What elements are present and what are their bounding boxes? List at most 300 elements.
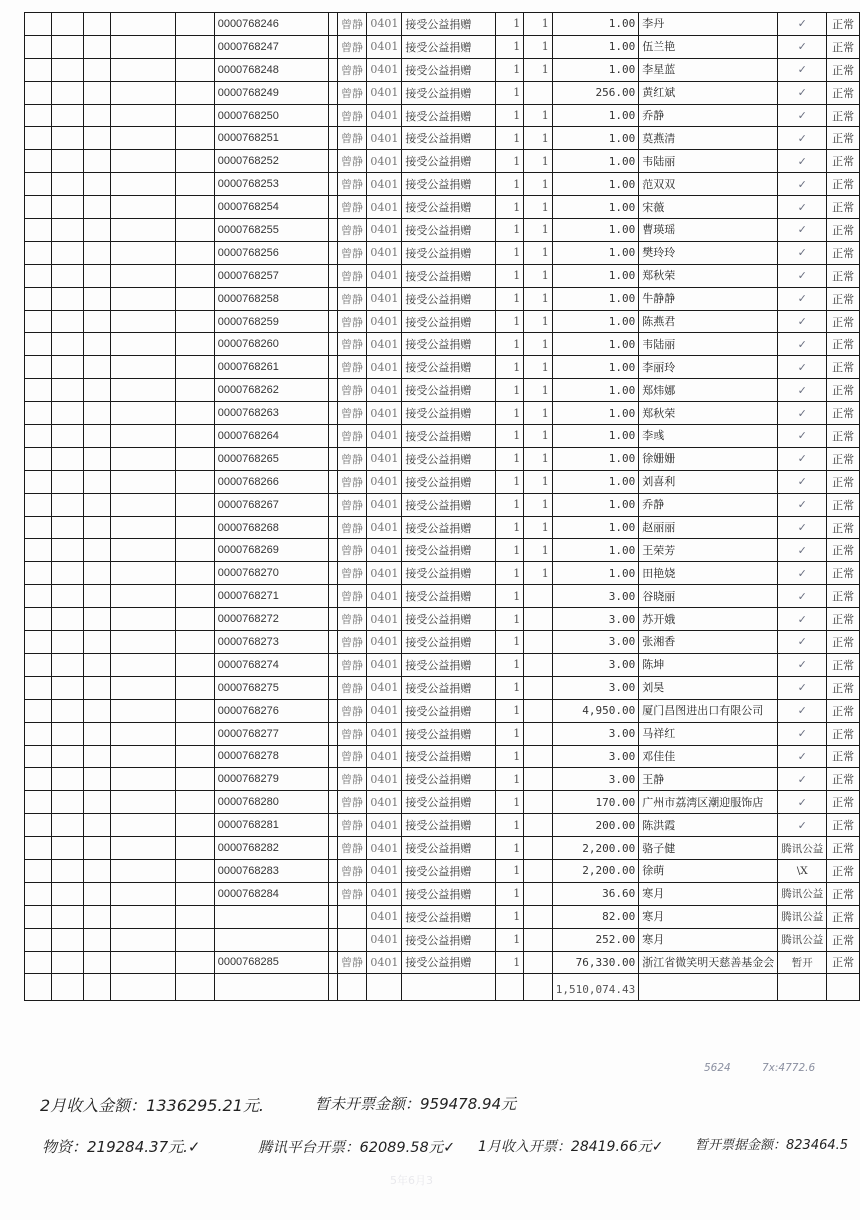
check-mark-icon: ✓ — [797, 154, 807, 168]
donation-ledger-table — [24, 12, 860, 1001]
empty-cell — [328, 81, 337, 104]
amount: 1.00 — [552, 287, 638, 310]
empty-cell — [51, 974, 83, 1001]
empty-cell — [51, 585, 83, 608]
status: 正常 — [827, 608, 860, 631]
donor-name: 李星蓝 — [639, 58, 778, 81]
verification-mark — [778, 333, 827, 356]
check-mark-icon: ✓ — [797, 315, 807, 329]
table-row — [25, 814, 860, 837]
invoice-number: 0000768269 — [214, 539, 328, 562]
empty-cell — [25, 653, 52, 676]
verification-mark — [778, 287, 827, 310]
amount: 1.00 — [552, 516, 638, 539]
empty-cell — [84, 402, 111, 425]
item-code: 0401 — [367, 608, 402, 631]
amount: 3.00 — [552, 745, 638, 768]
check-mark-icon: ✓ — [797, 131, 807, 145]
verification-mark — [778, 379, 827, 402]
quantity-1: 1 — [495, 264, 524, 287]
quantity-2 — [524, 608, 553, 631]
amount: 252.00 — [552, 928, 638, 951]
empty-cell — [51, 35, 83, 58]
empty-cell — [328, 928, 337, 951]
empty-cell — [175, 264, 214, 287]
item-code: 0401 — [367, 425, 402, 448]
item-code: 0401 — [367, 127, 402, 150]
item-name: 接受公益捐赠 — [402, 35, 495, 58]
item-code: 0401 — [367, 745, 402, 768]
empty-cell — [25, 928, 52, 951]
amount: 1.00 — [552, 196, 638, 219]
verification-mark — [778, 104, 827, 127]
verification-mark — [778, 264, 827, 287]
invoice-number: 0000768247 — [214, 35, 328, 58]
amount: 3.00 — [552, 653, 638, 676]
empty-cell — [175, 837, 214, 860]
item-code: 0401 — [367, 814, 402, 837]
empty-cell — [51, 653, 83, 676]
item-code: 0401 — [367, 196, 402, 219]
empty-cell — [84, 58, 111, 81]
empty-cell — [111, 333, 175, 356]
quantity-1: 1 — [495, 402, 524, 425]
invoice-number: 0000768274 — [214, 653, 328, 676]
table-row — [25, 905, 860, 928]
invoice-number: 0000768278 — [214, 745, 328, 768]
quantity-1: 1 — [495, 745, 524, 768]
operator: 曾静 — [337, 241, 367, 264]
item-name: 接受公益捐赠 — [402, 425, 495, 448]
operator: 曾静 — [337, 676, 367, 699]
item-code: 0401 — [367, 58, 402, 81]
empty-cell — [111, 859, 175, 882]
amount: 1.00 — [552, 539, 638, 562]
invoice-number: 0000768257 — [214, 264, 328, 287]
empty-cell — [175, 562, 214, 585]
empty-cell — [827, 974, 860, 1001]
operator: 曾静 — [337, 150, 367, 173]
table-row — [25, 699, 860, 722]
empty-cell — [328, 562, 337, 585]
table-row — [25, 745, 860, 768]
status: 正常 — [827, 699, 860, 722]
operator: 曾静 — [337, 882, 367, 905]
status: 正常 — [827, 585, 860, 608]
verification-mark — [778, 768, 827, 791]
table-row — [25, 791, 860, 814]
operator: 曾静 — [337, 219, 367, 242]
amount: 3.00 — [552, 768, 638, 791]
invoice-number: 0000768250 — [214, 104, 328, 127]
table-row — [25, 13, 860, 36]
item-code: 0401 — [367, 356, 402, 379]
empty-cell — [111, 837, 175, 860]
item-code: 0401 — [367, 81, 402, 104]
empty-cell — [51, 447, 83, 470]
quantity-2: 1 — [524, 356, 553, 379]
empty-cell — [175, 356, 214, 379]
quantity-2: 1 — [524, 493, 553, 516]
operator: 曾静 — [337, 837, 367, 860]
amount: 1.00 — [552, 264, 638, 287]
empty-cell — [84, 539, 111, 562]
empty-cell — [84, 722, 111, 745]
empty-cell — [51, 241, 83, 264]
empty-cell — [175, 402, 214, 425]
total-row — [25, 974, 860, 1001]
table-row — [25, 356, 860, 379]
item-code: 0401 — [367, 516, 402, 539]
empty-cell — [328, 425, 337, 448]
empty-cell — [84, 333, 111, 356]
verification-mark — [778, 516, 827, 539]
quantity-2: 1 — [524, 425, 553, 448]
empty-cell — [111, 447, 175, 470]
empty-cell — [84, 104, 111, 127]
empty-cell — [25, 676, 52, 699]
empty-cell — [84, 585, 111, 608]
empty-cell — [328, 402, 337, 425]
verification-mark — [778, 402, 827, 425]
donor-name: 王荣芳 — [639, 539, 778, 562]
empty-cell — [111, 173, 175, 196]
table-row — [25, 928, 860, 951]
empty-cell — [175, 58, 214, 81]
quantity-2: 1 — [524, 35, 553, 58]
empty-cell — [25, 768, 52, 791]
invoice-number: 0000768273 — [214, 631, 328, 654]
quantity-1: 1 — [495, 882, 524, 905]
quantity-2 — [524, 81, 553, 104]
empty-cell — [51, 608, 83, 631]
empty-cell — [111, 402, 175, 425]
operator: 曾静 — [337, 196, 367, 219]
item-code: 0401 — [367, 219, 402, 242]
empty-cell — [337, 974, 367, 1001]
verification-mark — [778, 791, 827, 814]
empty-cell — [111, 58, 175, 81]
empty-cell — [328, 768, 337, 791]
status: 正常 — [827, 905, 860, 928]
invoice-number: 0000768268 — [214, 516, 328, 539]
item-code: 0401 — [367, 791, 402, 814]
invoice-number: 0000768253 — [214, 173, 328, 196]
empty-cell — [84, 882, 111, 905]
empty-cell — [175, 745, 214, 768]
item-code: 0401 — [367, 859, 402, 882]
table-row — [25, 768, 860, 791]
empty-cell — [175, 447, 214, 470]
status: 正常 — [827, 768, 860, 791]
verification-note: \X — [796, 865, 808, 878]
quantity-2: 1 — [524, 447, 553, 470]
empty-cell — [175, 333, 214, 356]
quantity-1: 1 — [495, 127, 524, 150]
quantity-1: 1 — [495, 608, 524, 631]
item-code: 0401 — [367, 173, 402, 196]
empty-cell — [51, 104, 83, 127]
donor-name: 寒月 — [639, 905, 778, 928]
operator: 曾静 — [337, 951, 367, 974]
table-row — [25, 150, 860, 173]
verification-mark — [778, 631, 827, 654]
table-row — [25, 81, 860, 104]
invoice-number: 0000768283 — [214, 859, 328, 882]
empty-cell — [328, 13, 337, 36]
empty-cell — [111, 127, 175, 150]
empty-cell — [175, 814, 214, 837]
empty-cell — [84, 516, 111, 539]
invoice-number: 0000768258 — [214, 287, 328, 310]
operator: 曾静 — [337, 493, 367, 516]
empty-cell — [25, 516, 52, 539]
empty-cell — [51, 882, 83, 905]
empty-cell — [84, 425, 111, 448]
quantity-1: 1 — [495, 196, 524, 219]
invoice-number: 0000768265 — [214, 447, 328, 470]
amount: 1.00 — [552, 402, 638, 425]
empty-cell — [328, 814, 337, 837]
check-mark-icon: ✓ — [797, 475, 807, 489]
note-unbilled: 暂未开票金额：959478.94元 — [315, 1095, 517, 1113]
empty-cell — [25, 81, 52, 104]
empty-cell — [524, 974, 553, 1001]
check-mark-icon: ✓ — [797, 86, 807, 100]
table-row — [25, 653, 860, 676]
status: 正常 — [827, 425, 860, 448]
check-mark-icon: ✓ — [797, 681, 807, 695]
check-mark-icon: ✓ — [797, 383, 807, 397]
empty-cell — [175, 539, 214, 562]
quantity-1: 1 — [495, 35, 524, 58]
quantity-2 — [524, 859, 553, 882]
table-row — [25, 631, 860, 654]
empty-cell — [25, 699, 52, 722]
item-code: 0401 — [367, 379, 402, 402]
quantity-1: 1 — [495, 653, 524, 676]
table-row — [25, 585, 860, 608]
empty-cell — [328, 379, 337, 402]
status: 正常 — [827, 356, 860, 379]
operator: 曾静 — [337, 539, 367, 562]
note-tencent: 腾讯平台开票：62089.58元✓ — [258, 1140, 456, 1156]
invoice-number: 0000768256 — [214, 241, 328, 264]
empty-cell — [175, 928, 214, 951]
item-code: 0401 — [367, 928, 402, 951]
empty-cell — [25, 241, 52, 264]
item-name: 接受公益捐赠 — [402, 837, 495, 860]
item-name: 接受公益捐赠 — [402, 127, 495, 150]
empty-cell — [778, 974, 827, 1001]
quantity-1: 1 — [495, 173, 524, 196]
table-row — [25, 287, 860, 310]
item-code: 0401 — [367, 333, 402, 356]
table-row — [25, 104, 860, 127]
quantity-2: 1 — [524, 402, 553, 425]
operator: 曾静 — [337, 768, 367, 791]
invoice-number: 0000768248 — [214, 58, 328, 81]
empty-cell — [175, 104, 214, 127]
empty-cell — [328, 951, 337, 974]
item-name: 接受公益捐赠 — [402, 219, 495, 242]
empty-cell — [84, 35, 111, 58]
check-mark-icon: ✓ — [797, 589, 807, 603]
amount: 1.00 — [552, 104, 638, 127]
status: 正常 — [827, 447, 860, 470]
quantity-1: 1 — [495, 539, 524, 562]
operator: 曾静 — [337, 173, 367, 196]
item-name: 接受公益捐赠 — [402, 539, 495, 562]
donor-name: 李丹 — [639, 13, 778, 36]
table-row — [25, 219, 860, 242]
empty-cell — [175, 859, 214, 882]
empty-cell — [84, 447, 111, 470]
empty-cell — [111, 13, 175, 36]
empty-cell — [367, 974, 402, 1001]
note-jan-income: 1月收入开票：28419.66元✓ — [478, 1139, 664, 1155]
verification-mark — [778, 173, 827, 196]
item-code: 0401 — [367, 562, 402, 585]
item-name: 接受公益捐赠 — [402, 928, 495, 951]
quantity-2: 1 — [524, 173, 553, 196]
operator: 曾静 — [337, 516, 367, 539]
check-mark-icon: ✓ — [797, 543, 807, 557]
donor-name: 乔静 — [639, 104, 778, 127]
verification-mark — [778, 676, 827, 699]
empty-cell — [175, 974, 214, 1001]
empty-cell — [25, 974, 52, 1001]
empty-cell — [25, 905, 52, 928]
table-row — [25, 127, 860, 150]
amount: 200.00 — [552, 814, 638, 837]
empty-cell — [111, 814, 175, 837]
empty-cell — [328, 493, 337, 516]
empty-cell — [175, 722, 214, 745]
operator: 曾静 — [337, 402, 367, 425]
status: 正常 — [827, 264, 860, 287]
empty-cell — [175, 768, 214, 791]
empty-cell — [51, 379, 83, 402]
invoice-number: 0000768263 — [214, 402, 328, 425]
operator: 曾静 — [337, 608, 367, 631]
status: 正常 — [827, 814, 860, 837]
amount: 4,950.00 — [552, 699, 638, 722]
empty-cell — [111, 745, 175, 768]
empty-cell — [111, 104, 175, 127]
quantity-2 — [524, 653, 553, 676]
donor-name: 厦门昌图进出口有限公司 — [639, 699, 778, 722]
operator: 曾静 — [337, 470, 367, 493]
empty-cell — [328, 58, 337, 81]
donor-name: 李丽玲 — [639, 356, 778, 379]
operator: 曾静 — [337, 310, 367, 333]
verification-mark — [778, 814, 827, 837]
donor-name: 黄红斌 — [639, 81, 778, 104]
empty-cell — [84, 676, 111, 699]
donor-name: 广州市荔湾区潮迎服饰店 — [639, 791, 778, 814]
empty-cell — [25, 539, 52, 562]
check-mark-icon: ✓ — [797, 727, 807, 741]
empty-cell — [111, 699, 175, 722]
quantity-1: 1 — [495, 859, 524, 882]
verification-mark — [778, 699, 827, 722]
empty-cell — [51, 356, 83, 379]
item-name: 接受公益捐赠 — [402, 745, 495, 768]
status: 正常 — [827, 219, 860, 242]
quantity-1: 1 — [495, 241, 524, 264]
table-row — [25, 722, 860, 745]
empty-cell — [51, 264, 83, 287]
quantity-2 — [524, 745, 553, 768]
invoice-number: 0000768249 — [214, 81, 328, 104]
amount: 256.00 — [552, 81, 638, 104]
empty-cell — [495, 974, 524, 1001]
donor-name: 寒月 — [639, 928, 778, 951]
empty-cell — [51, 287, 83, 310]
empty-cell — [328, 219, 337, 242]
empty-cell — [25, 219, 52, 242]
status: 正常 — [827, 241, 860, 264]
table-row — [25, 402, 860, 425]
donor-name: 曹瑛瑶 — [639, 219, 778, 242]
item-name: 接受公益捐赠 — [402, 768, 495, 791]
amount: 1.00 — [552, 150, 638, 173]
status: 正常 — [827, 653, 860, 676]
empty-cell — [639, 974, 778, 1001]
empty-cell — [111, 425, 175, 448]
check-mark-icon: ✓ — [797, 223, 807, 237]
donor-name: 牛静静 — [639, 287, 778, 310]
invoice-number: 0000768266 — [214, 470, 328, 493]
empty-cell — [175, 425, 214, 448]
empty-cell — [51, 219, 83, 242]
empty-cell — [51, 768, 83, 791]
status: 正常 — [827, 379, 860, 402]
quantity-2 — [524, 699, 553, 722]
status: 正常 — [827, 745, 860, 768]
item-name: 接受公益捐赠 — [402, 58, 495, 81]
item-name: 接受公益捐赠 — [402, 196, 495, 219]
donor-name: 韦陆丽 — [639, 333, 778, 356]
verification-mark — [778, 35, 827, 58]
quantity-2: 1 — [524, 287, 553, 310]
empty-cell — [111, 585, 175, 608]
quantity-1: 1 — [495, 516, 524, 539]
table-row — [25, 173, 860, 196]
status: 正常 — [827, 333, 860, 356]
check-mark-icon: ✓ — [797, 177, 807, 191]
donor-name: 徐萌 — [639, 859, 778, 882]
status: 正常 — [827, 58, 860, 81]
empty-cell — [84, 150, 111, 173]
check-mark-icon: ✓ — [797, 269, 807, 283]
amount: 3.00 — [552, 722, 638, 745]
quantity-2 — [524, 928, 553, 951]
check-mark-icon: ✓ — [797, 498, 807, 512]
status: 正常 — [827, 631, 860, 654]
invoice-number: 0000768264 — [214, 425, 328, 448]
empty-cell — [51, 837, 83, 860]
empty-cell — [328, 264, 337, 287]
status: 正常 — [827, 722, 860, 745]
donor-name: 陈坤 — [639, 653, 778, 676]
empty-cell — [84, 791, 111, 814]
empty-cell — [175, 13, 214, 36]
donor-name: 田艳娆 — [639, 562, 778, 585]
operator: 曾静 — [337, 287, 367, 310]
item-name: 接受公益捐赠 — [402, 333, 495, 356]
